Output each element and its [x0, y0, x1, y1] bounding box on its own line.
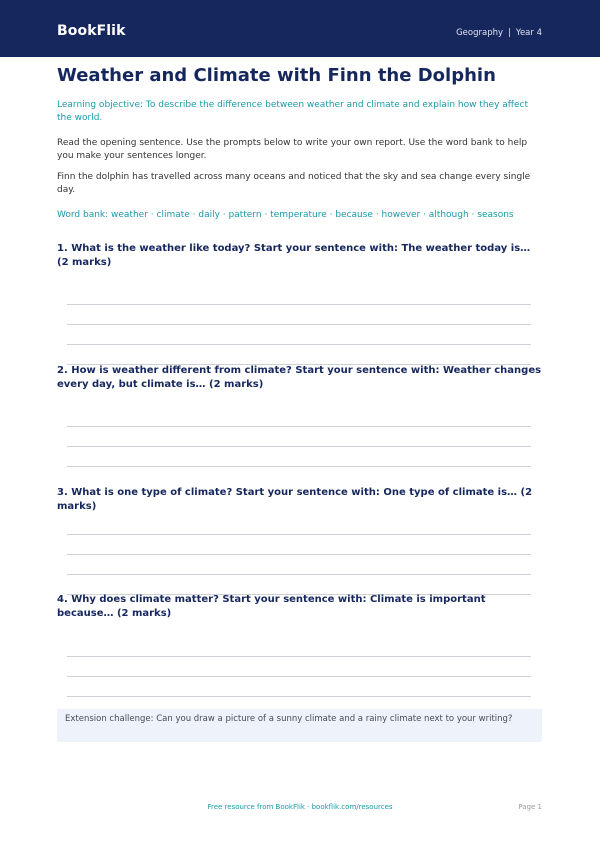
- question-3: 3. What is one type of climate? Start your sentence with: One type of climate is… (2 marks): [57, 487, 533, 512]
- answer-line-1-3[interactable]: [67, 344, 531, 345]
- answer-line-4-3[interactable]: [67, 696, 531, 697]
- year-label: Year 4: [515, 28, 542, 38]
- answer-line-3-3[interactable]: [67, 574, 531, 575]
- extension-box: [57, 709, 542, 742]
- answer-line-2-3[interactable]: [67, 466, 531, 467]
- question-1: 1. What is the weather like today? Start your sentence with: The weather today is… (2 marks): [57, 243, 531, 268]
- answer-line-3-2[interactable]: [67, 554, 531, 555]
- subject-label: Geography: [456, 28, 504, 38]
- brand-logo[interactable]: BookFlik: [57, 23, 126, 39]
- header-meta: [456, 28, 542, 38]
- header-bar: [0, 0, 600, 57]
- answer-line-1-1[interactable]: [67, 304, 531, 305]
- answer-line-4-1[interactable]: [67, 656, 531, 657]
- question-2: 2. How is weather different from climate? Start your sentence with: Weather changes every day, but climate is… (2 marks): [57, 365, 542, 390]
- opening-sentence: Finn the dolphin has travelled across many oceans and noticed that the sky and sea change every single day.: [57, 172, 531, 195]
- answer-line-4-2[interactable]: [67, 676, 531, 677]
- answer-line-1-2[interactable]: [67, 324, 531, 325]
- answer-line-3-1[interactable]: [67, 534, 531, 535]
- instructions-text: Read the opening sentence. Use the prompts below to write your own report. Use the word bank to help you make your sentences longer.: [57, 138, 528, 161]
- footer-credit[interactable]: Free resource from BookFlik · bookflik.com/resources: [207, 803, 393, 811]
- answer-line-2-2[interactable]: [67, 446, 531, 447]
- word-bank: Word bank: weather · climate · daily · pattern · temperature · because · however · although · seasons: [57, 210, 514, 220]
- question-4: 4. Why does climate matter? Start your sentence with: Climate is important because… (2 marks): [57, 594, 486, 619]
- extension-text: Extension challenge: Can you draw a picture of a sunny climate and a rainy climate next to your writing?: [65, 714, 513, 724]
- answer-line-2-1[interactable]: [67, 426, 531, 427]
- page-title: Weather and Climate with Finn the Dolphin: [57, 65, 496, 86]
- learning-objective: Learning objective: To describe the difference between weather and climate and explain how they affect the world.: [57, 100, 529, 123]
- meta-separator: |: [508, 28, 511, 38]
- page-number: Page 1: [518, 803, 542, 811]
